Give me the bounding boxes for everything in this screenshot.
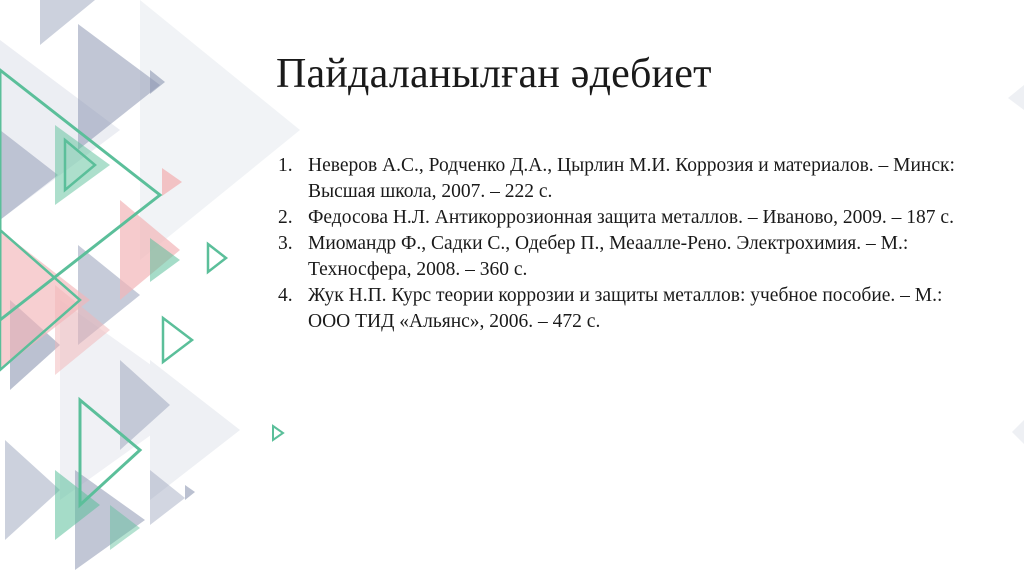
list-item-number: 1. bbox=[278, 155, 293, 176]
list-item-text: Федосова Н.Л. Антикоррозионная защита металлов. – Иваново, 2009. – 187 с. bbox=[308, 207, 954, 228]
list-item-text: Неверов А.С., Родченко Д.А., Цырлин М.И. Коррозия и материалов. – Минск: Высшая школа, 2007. – 222 с. bbox=[308, 155, 955, 202]
reference-list bbox=[278, 153, 968, 335]
page-title: Пайдаланылған әдебиет bbox=[276, 51, 712, 97]
list-item-number: 4. bbox=[278, 285, 293, 306]
list-item-number: 3. bbox=[278, 233, 293, 254]
list-item bbox=[278, 153, 968, 205]
list-item-text: Миомандр Ф., Садки С., Одебер П., Меаалле-Рено. Электрохимия. – М.: Техносфера, 2008. – 360 с. bbox=[308, 233, 909, 280]
list-item-number: 2. bbox=[278, 207, 293, 228]
list-item-text: Жук Н.П. Курс теории коррозии и защиты металлов: учебное пособие. – М.: ООО ТИД «Альянс», 2006. – 472 с. bbox=[308, 285, 943, 332]
list-item bbox=[278, 231, 968, 283]
list-item bbox=[278, 205, 968, 231]
list-item bbox=[278, 283, 968, 335]
